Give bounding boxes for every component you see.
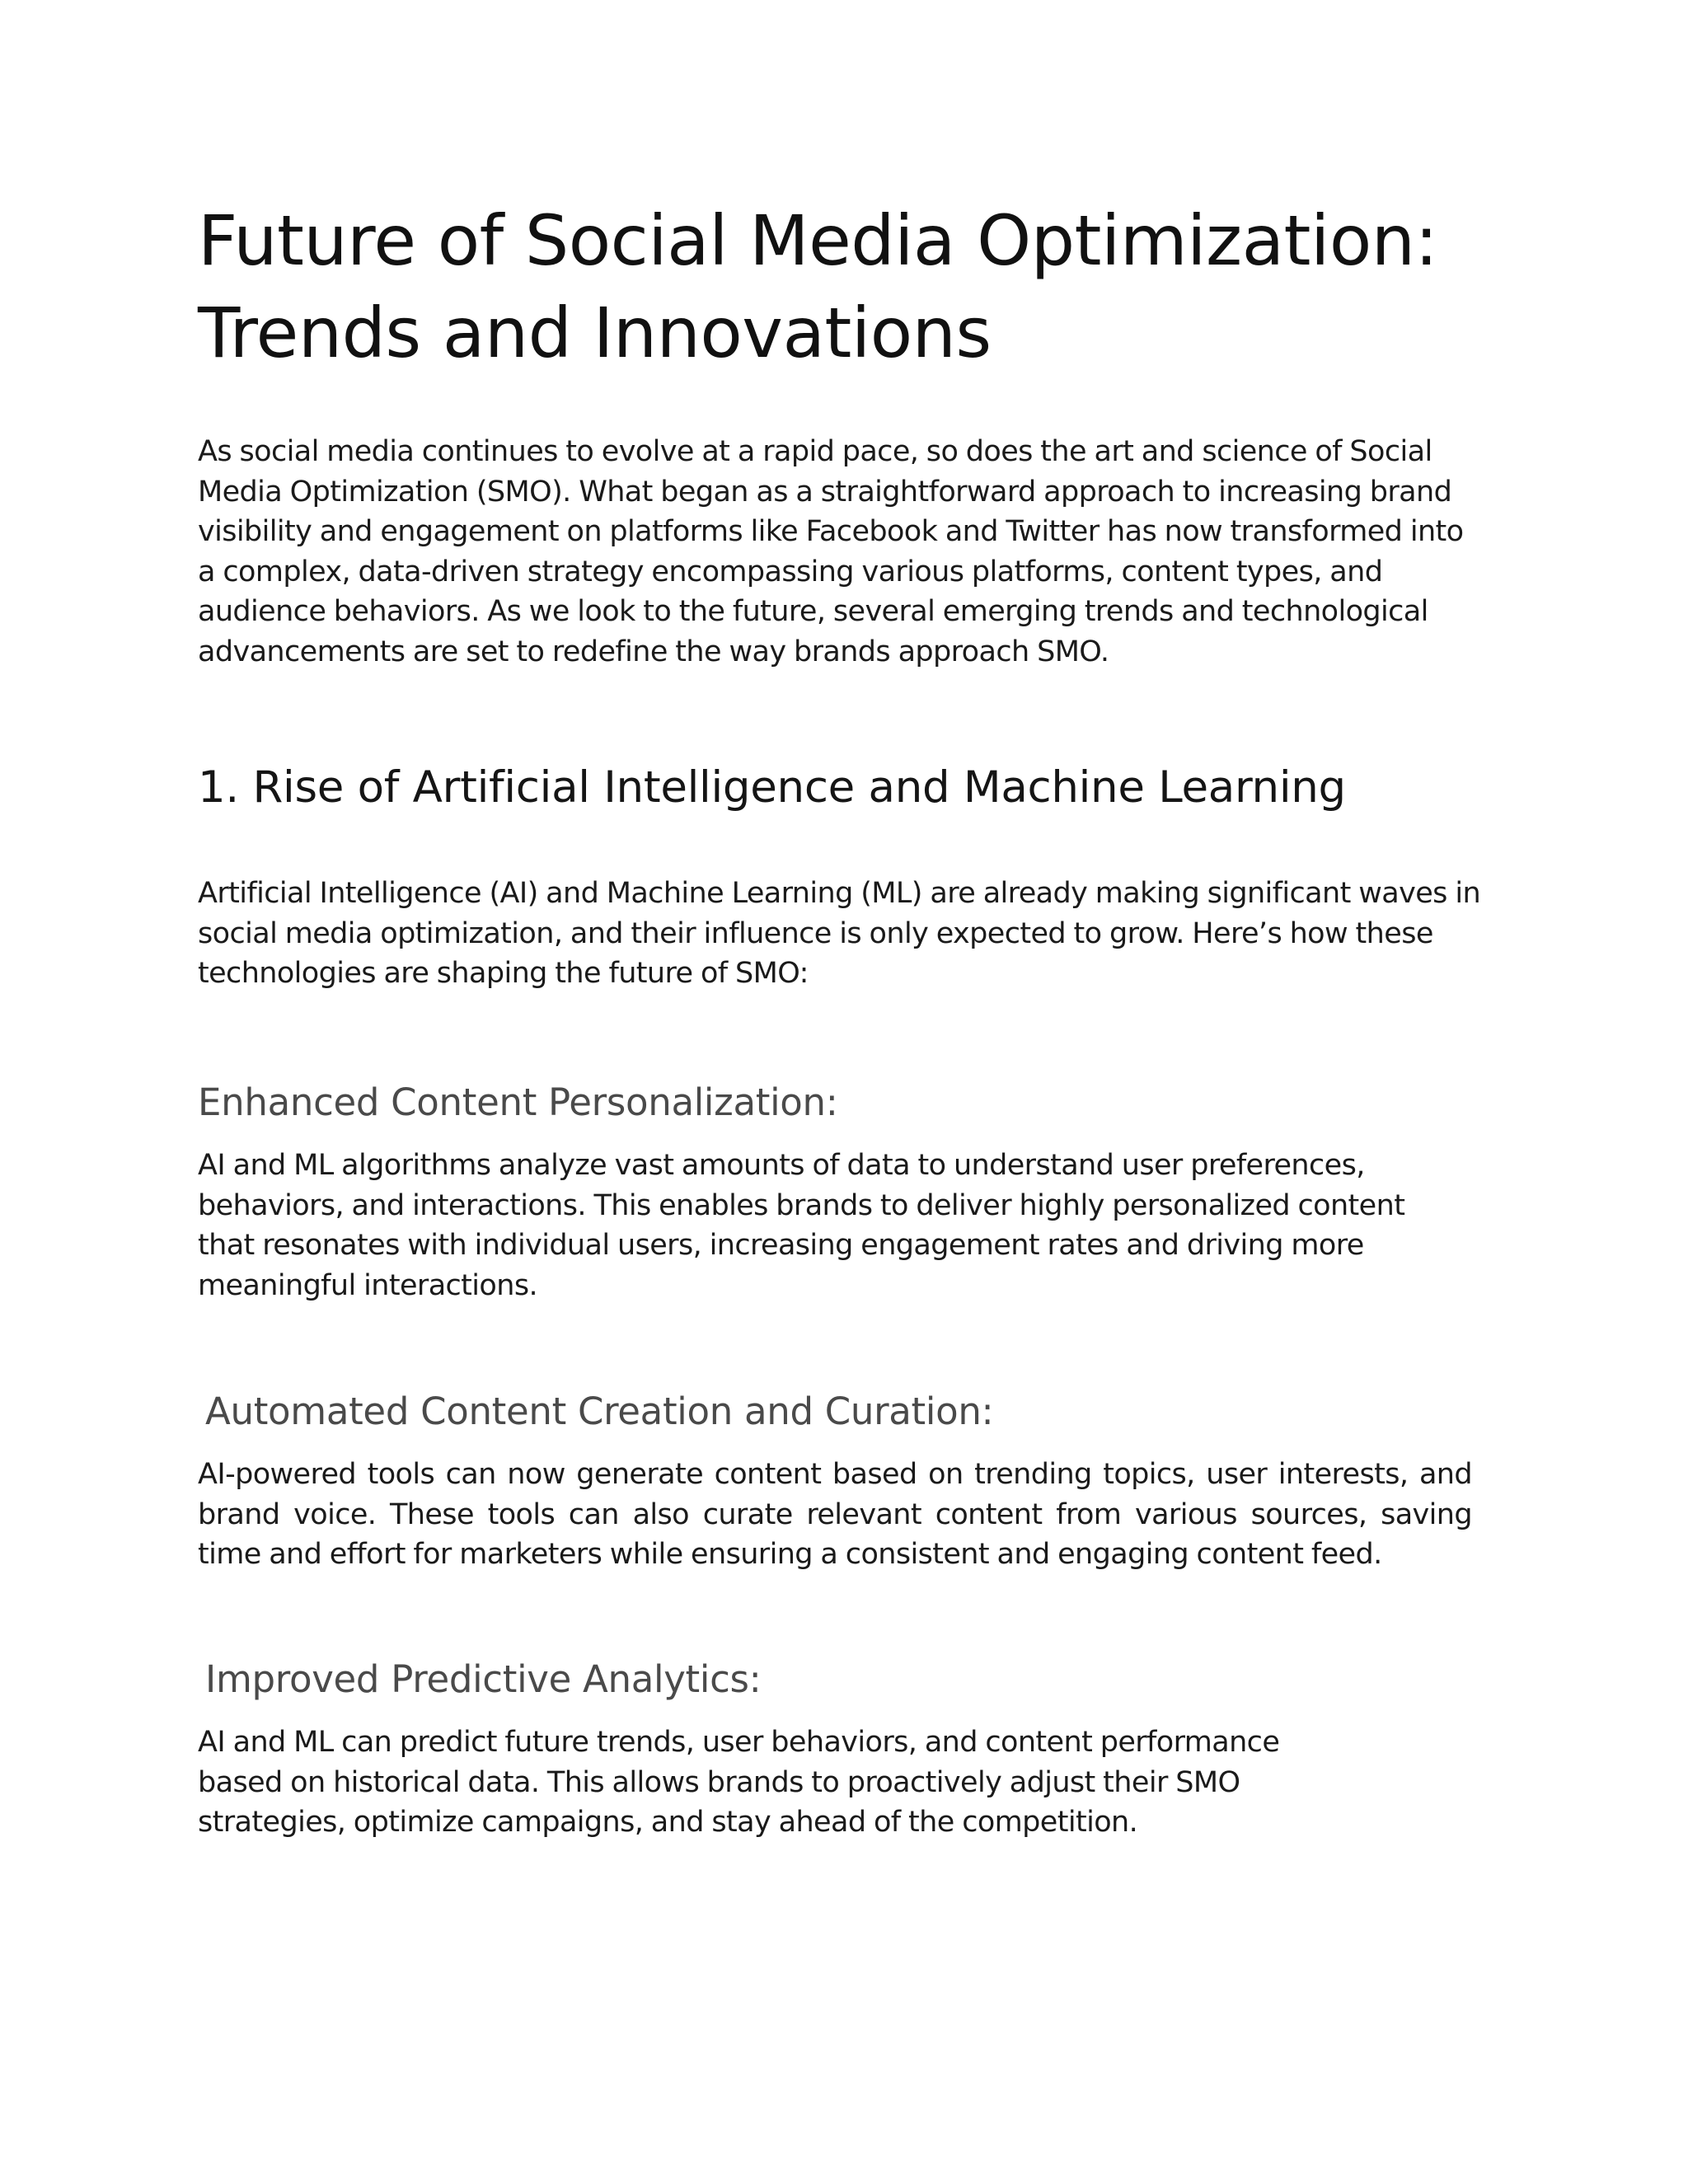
paragraph-content-creation: AI-powered tools can now generate content based on trending topics, user interests, and brand voice. These tools can also curate relevant content from various sources, saving time and effort for marketers while ensuring a consistent and engaging content feed. bbox=[198, 1458, 1472, 1572]
subheading-content-creation: Automated Content Creation and Curation: bbox=[205, 1390, 994, 1433]
subheading-content-personalization: Enhanced Content Personalization: bbox=[198, 1080, 838, 1124]
section-heading-ai-ml: 1. Rise of Artificial Intelligence and Machine Learning bbox=[198, 762, 1346, 813]
subheading-predictive-analytics: Improved Predictive Analytics: bbox=[205, 1657, 762, 1701]
intro-paragraph: As social media continues to evolve at a rapid pace, so does the art and science of Social Media Optimization (SMO). What began as a straightforward approach to increasing brand visibility and engagement on platforms like Facebook and Twitter has now transformed into a complex, data-driven strategy encompassing various platforms, content types, and audience behaviors. As we look to the future, several emerging trends and technological advancements are set to redefine the way brands approach SMO. bbox=[198, 435, 1464, 668]
paragraph-predictive-analytics: AI and ML can predict future trends, user behaviors, and content performance based on historical data. This allows brands to proactively adjust their SMO strategies, optimize campaigns, and stay ahead of the competition. bbox=[198, 1726, 1280, 1840]
document-title: Future of Social Media Optimization: Trends and Innovations bbox=[198, 200, 1438, 373]
paragraph-content-personalization: AI and ML algorithms analyze vast amounts of data to understand user preferences, behaviors, and interactions. This enables brands to deliver highly personalized content that resonates with individual users, increasing engagement rates and driving more meaningful interactions. bbox=[198, 1149, 1405, 1302]
section-intro-paragraph: Artificial Intelligence (AI) and Machine Learning (ML) are already making significant waves in social media optimization, and their influence is only expected to grow. Here’s how these technologies are shaping the future of SMO: bbox=[198, 877, 1481, 991]
